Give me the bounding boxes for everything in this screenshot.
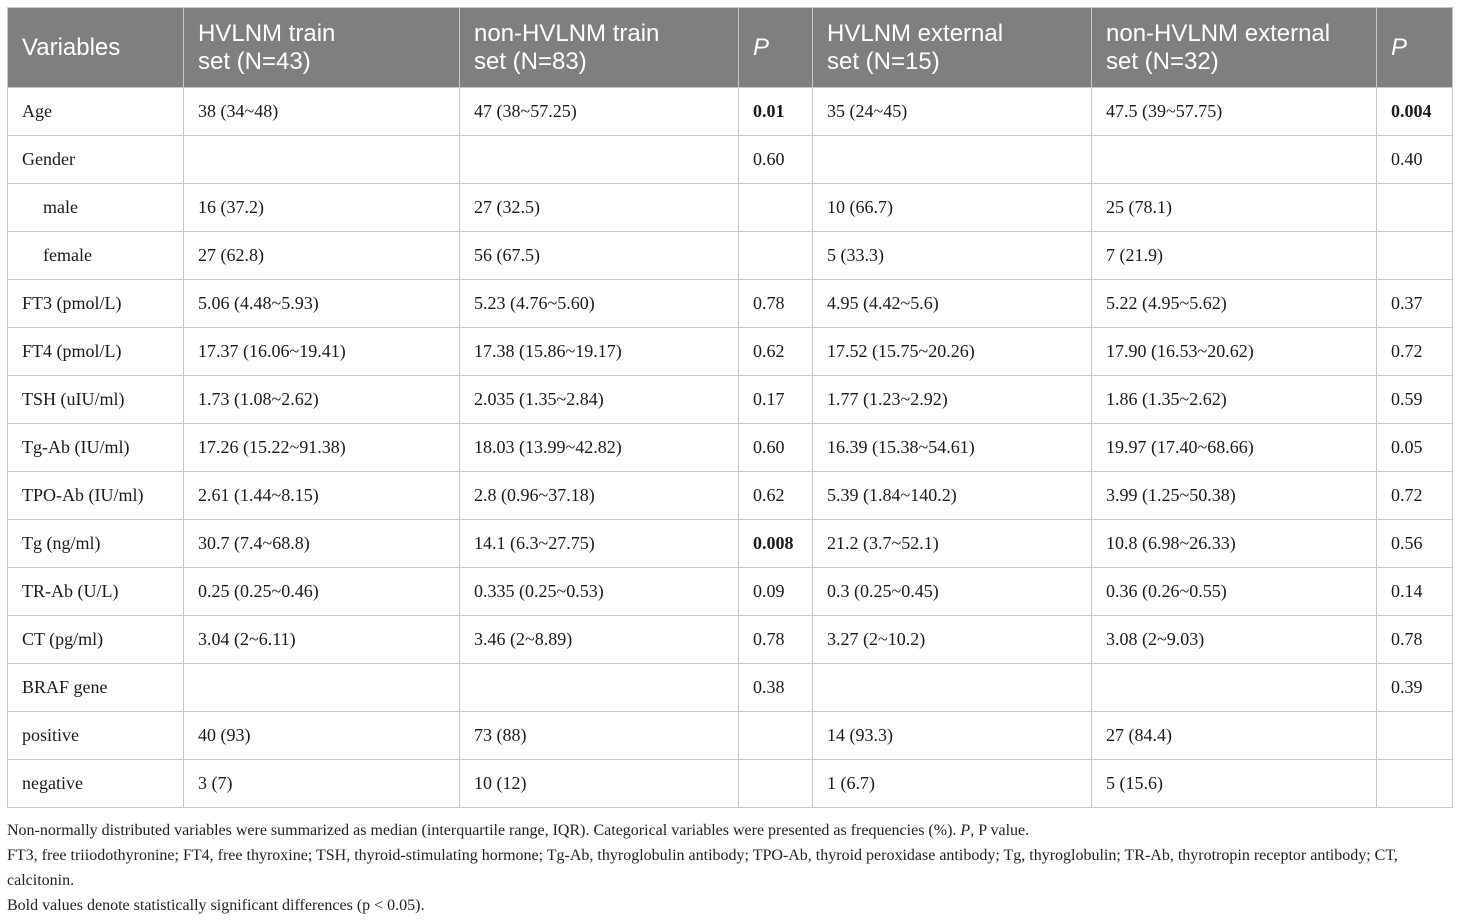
table-row [8, 568, 1453, 616]
hvlnm-external-cell: 21.2 (3.7~52.1) [813, 520, 1092, 568]
hvlnm-external-cell: 14 (93.3) [813, 712, 1092, 760]
column-header-line2: set (N=15) [827, 47, 940, 75]
variable-cell: FT3 (pmol/L) [8, 280, 184, 328]
hvlnm-train-cell [184, 136, 460, 184]
non-hvlnm-external-cell: 1.86 (1.35~2.62) [1092, 376, 1377, 424]
table-header [8, 8, 1453, 88]
column-header-line1: non-HVLNM external [1106, 19, 1331, 47]
hvlnm-train-cell: 2.61 (1.44~8.15) [184, 472, 460, 520]
non-hvlnm-train-cell: 2.8 (0.96~37.18) [460, 472, 739, 520]
table-row [8, 616, 1453, 664]
column-header-2 [460, 8, 739, 88]
p-external-cell: 0.59 [1377, 376, 1453, 424]
hvlnm-train-cell: 17.37 (16.06~19.41) [184, 328, 460, 376]
non-hvlnm-external-cell: 17.90 (16.53~20.62) [1092, 328, 1377, 376]
non-hvlnm-train-cell: 5.23 (4.76~5.60) [460, 280, 739, 328]
variable-cell: BRAF gene [8, 664, 184, 712]
variable-cell: Gender [8, 136, 184, 184]
column-header-line1: HVLNM external [827, 19, 1004, 47]
column-header-line1: HVLNM train [198, 19, 336, 47]
hvlnm-train-cell: 17.26 (15.22~91.38) [184, 424, 460, 472]
hvlnm-external-cell: 1 (6.7) [813, 760, 1092, 808]
column-header-line1: P [753, 33, 770, 61]
column-header-5 [1092, 8, 1377, 88]
table-row [8, 280, 1453, 328]
hvlnm-train-cell: 30.7 (7.4~68.8) [184, 520, 460, 568]
column-header-3 [739, 8, 813, 88]
footnote-p-definition: , P value. [970, 822, 1030, 839]
non-hvlnm-external-cell: 3.99 (1.25~50.38) [1092, 472, 1377, 520]
column-header-line2: set (N=32) [1106, 47, 1219, 75]
p-train-cell: 0.01 [739, 88, 813, 136]
hvlnm-external-cell: 5 (33.3) [813, 232, 1092, 280]
p-train-cell: 0.62 [739, 328, 813, 376]
non-hvlnm-external-cell: 10.8 (6.98~26.33) [1092, 520, 1377, 568]
non-hvlnm-external-cell: 47.5 (39~57.75) [1092, 88, 1377, 136]
table-row [8, 232, 1453, 280]
hvlnm-train-cell: 38 (34~48) [184, 88, 460, 136]
p-external-cell: 0.004 [1377, 88, 1453, 136]
p-external-cell: 0.37 [1377, 280, 1453, 328]
hvlnm-external-cell: 35 (24~45) [813, 88, 1092, 136]
table-body [8, 88, 1453, 808]
table-footnotes [7, 818, 1457, 918]
non-hvlnm-train-cell: 56 (67.5) [460, 232, 739, 280]
baseline-characteristics-table [7, 7, 1453, 808]
table-row [8, 136, 1453, 184]
footnote-summary [7, 818, 1457, 843]
non-hvlnm-train-cell: 2.035 (1.35~2.84) [460, 376, 739, 424]
p-train-cell [739, 232, 813, 280]
p-external-cell: 0.72 [1377, 328, 1453, 376]
p-train-cell: 0.008 [739, 520, 813, 568]
non-hvlnm-train-cell: 17.38 (15.86~19.17) [460, 328, 739, 376]
footnote-bold-values: Bold values denote statistically significant differences (p < 0.05). [7, 897, 425, 914]
non-hvlnm-external-cell [1092, 664, 1377, 712]
hvlnm-train-cell [184, 664, 460, 712]
variable-cell: Tg (ng/ml) [8, 520, 184, 568]
column-header-line1: Variables [22, 33, 121, 61]
non-hvlnm-train-cell: 14.1 (6.3~27.75) [460, 520, 739, 568]
table-row [8, 376, 1453, 424]
non-hvlnm-train-cell [460, 664, 739, 712]
p-train-cell: 0.38 [739, 664, 813, 712]
hvlnm-train-cell: 3 (7) [184, 760, 460, 808]
variable-cell: TR-Ab (U/L) [8, 568, 184, 616]
p-external-cell: 0.05 [1377, 424, 1453, 472]
table-row [8, 760, 1453, 808]
p-external-cell: 0.40 [1377, 136, 1453, 184]
p-train-cell: 0.62 [739, 472, 813, 520]
p-train-cell: 0.17 [739, 376, 813, 424]
hvlnm-train-cell: 5.06 (4.48~5.93) [184, 280, 460, 328]
column-header-line2: set (N=43) [198, 47, 311, 75]
non-hvlnm-external-cell: 0.36 (0.26~0.55) [1092, 568, 1377, 616]
non-hvlnm-external-cell [1092, 136, 1377, 184]
table-row [8, 328, 1453, 376]
non-hvlnm-train-cell: 73 (88) [460, 712, 739, 760]
hvlnm-train-cell: 1.73 (1.08~2.62) [184, 376, 460, 424]
non-hvlnm-external-cell: 5 (15.6) [1092, 760, 1377, 808]
footnote-summary-text: Non-normally distributed variables were summarized as median (interquartile range, IQR). Categorical variables were presented as frequencies (%). [7, 822, 961, 839]
column-header-line1: non-HVLNM train [474, 19, 660, 47]
hvlnm-train-cell: 0.25 (0.25~0.46) [184, 568, 460, 616]
data-table-wrapper [7, 7, 1452, 808]
footnote-abbreviations: FT3, free triiodothyronine; FT4, free thyroxine; TSH, thyroid-stimulating hormone; Tg-Ab, thyroglobulin antibody; TPO-Ab, thyroid peroxidase antibody; Tg, thyroglobulin; TR-Ab, thyrotropin receptor antibody; CT, calcitonin. [7, 847, 1398, 889]
non-hvlnm-train-cell: 10 (12) [460, 760, 739, 808]
table-row [8, 664, 1453, 712]
p-train-cell: 0.78 [739, 280, 813, 328]
non-hvlnm-train-cell: 27 (32.5) [460, 184, 739, 232]
hvlnm-external-cell: 0.3 (0.25~0.45) [813, 568, 1092, 616]
p-train-cell: 0.78 [739, 616, 813, 664]
column-header-1 [184, 8, 460, 88]
p-train-cell: 0.60 [739, 424, 813, 472]
p-external-cell [1377, 712, 1453, 760]
hvlnm-train-cell: 27 (62.8) [184, 232, 460, 280]
p-external-cell: 0.14 [1377, 568, 1453, 616]
variable-cell: male [8, 184, 184, 232]
non-hvlnm-external-cell: 7 (21.9) [1092, 232, 1377, 280]
p-external-cell [1377, 184, 1453, 232]
hvlnm-external-cell: 17.52 (15.75~20.26) [813, 328, 1092, 376]
non-hvlnm-train-cell [460, 136, 739, 184]
column-header-4 [813, 8, 1092, 88]
hvlnm-external-cell: 16.39 (15.38~54.61) [813, 424, 1092, 472]
hvlnm-external-cell: 1.77 (1.23~2.92) [813, 376, 1092, 424]
hvlnm-external-cell [813, 136, 1092, 184]
variable-cell: TSH (uIU/ml) [8, 376, 184, 424]
non-hvlnm-external-cell: 19.97 (17.40~68.66) [1092, 424, 1377, 472]
variable-cell: CT (pg/ml) [8, 616, 184, 664]
p-external-cell: 0.39 [1377, 664, 1453, 712]
hvlnm-train-cell: 40 (93) [184, 712, 460, 760]
p-train-cell [739, 184, 813, 232]
variable-cell: TPO-Ab (IU/ml) [8, 472, 184, 520]
hvlnm-external-cell: 10 (66.7) [813, 184, 1092, 232]
hvlnm-external-cell: 3.27 (2~10.2) [813, 616, 1092, 664]
non-hvlnm-external-cell: 3.08 (2~9.03) [1092, 616, 1377, 664]
p-train-cell: 0.09 [739, 568, 813, 616]
table-row [8, 88, 1453, 136]
variable-cell: FT4 (pmol/L) [8, 328, 184, 376]
non-hvlnm-external-cell: 5.22 (4.95~5.62) [1092, 280, 1377, 328]
non-hvlnm-train-cell: 3.46 (2~8.89) [460, 616, 739, 664]
table-row [8, 472, 1453, 520]
footnote-p-symbol: P [960, 822, 971, 839]
p-external-cell: 0.56 [1377, 520, 1453, 568]
p-train-cell [739, 712, 813, 760]
hvlnm-train-cell: 3.04 (2~6.11) [184, 616, 460, 664]
non-hvlnm-train-cell: 47 (38~57.25) [460, 88, 739, 136]
variable-cell: positive [8, 712, 184, 760]
hvlnm-train-cell: 16 (37.2) [184, 184, 460, 232]
variable-cell: female [8, 232, 184, 280]
non-hvlnm-external-cell: 25 (78.1) [1092, 184, 1377, 232]
p-external-cell: 0.78 [1377, 616, 1453, 664]
column-header-0 [8, 8, 184, 88]
non-hvlnm-train-cell: 0.335 (0.25~0.53) [460, 568, 739, 616]
hvlnm-external-cell: 4.95 (4.42~5.6) [813, 280, 1092, 328]
column-header-6 [1377, 8, 1453, 88]
column-header-line2: set (N=83) [474, 47, 587, 75]
non-hvlnm-external-cell: 27 (84.4) [1092, 712, 1377, 760]
table-row [8, 520, 1453, 568]
variable-cell: Age [8, 88, 184, 136]
non-hvlnm-train-cell: 18.03 (13.99~42.82) [460, 424, 739, 472]
table-row [8, 424, 1453, 472]
p-train-cell: 0.60 [739, 136, 813, 184]
p-external-cell [1377, 232, 1453, 280]
header-row [8, 8, 1453, 88]
variable-cell: Tg-Ab (IU/ml) [8, 424, 184, 472]
table-row [8, 184, 1453, 232]
column-header-line1: P [1391, 33, 1408, 61]
p-external-cell: 0.72 [1377, 472, 1453, 520]
p-train-cell [739, 760, 813, 808]
hvlnm-external-cell: 5.39 (1.84~140.2) [813, 472, 1092, 520]
p-external-cell [1377, 760, 1453, 808]
hvlnm-external-cell [813, 664, 1092, 712]
table-row [8, 712, 1453, 760]
variable-cell: negative [8, 760, 184, 808]
